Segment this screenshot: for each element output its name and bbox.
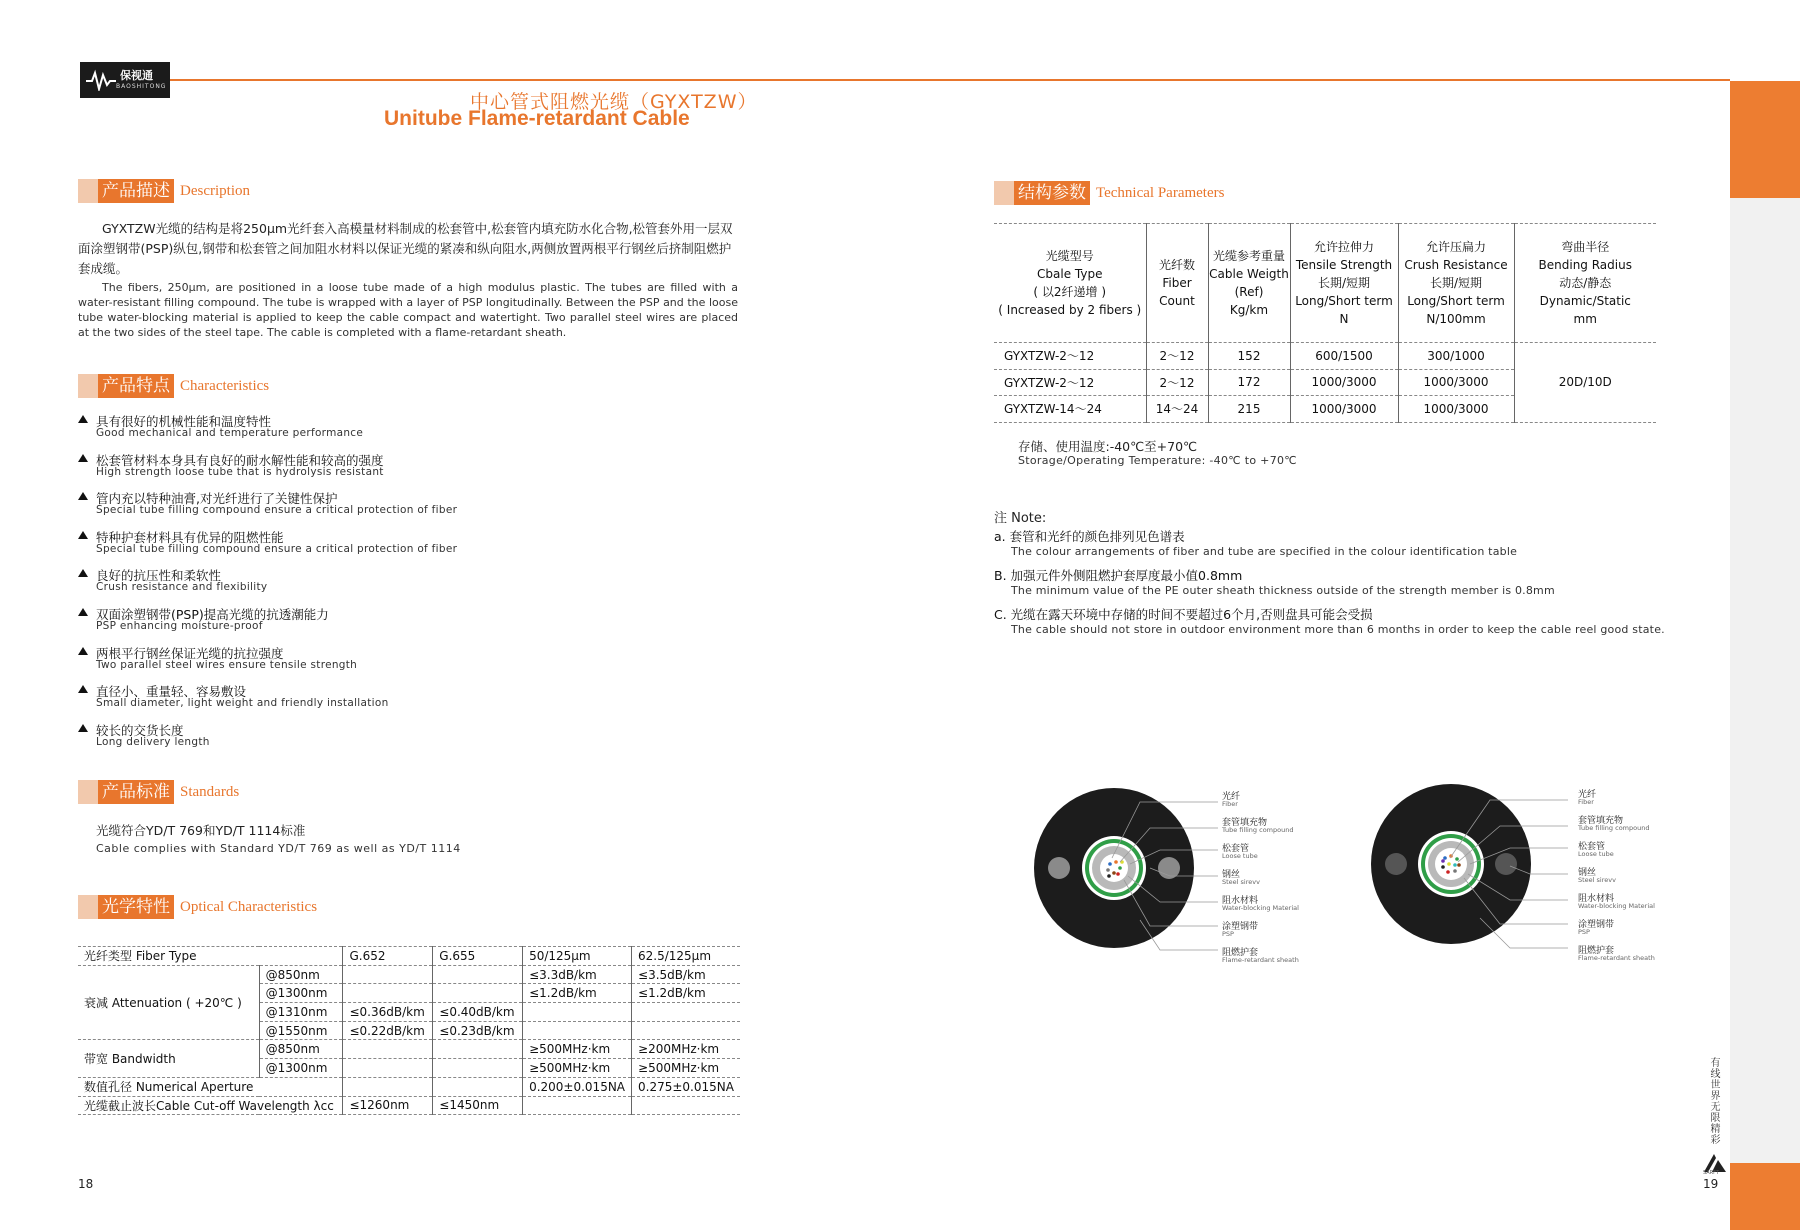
table-cell: ≤0.36dB/km	[343, 1003, 433, 1022]
leader-lines-1	[1100, 780, 1220, 970]
characteristic-en: Crush resistance and flexibility	[96, 581, 268, 594]
header-crush: 允许压扁力 Crush Resistance 长期/短期 Long/Short term N/100mm	[1398, 224, 1514, 343]
attenuation-label: 衰减 Attenuation ( +20℃ )	[78, 965, 259, 1040]
table-cell	[343, 1077, 433, 1096]
table-row	[994, 343, 1656, 370]
triangle-bullet-icon	[78, 724, 88, 732]
side-accent-bottom	[1730, 1163, 1800, 1230]
legend-label-en: Steel sirevv	[1578, 876, 1616, 884]
note-c-en: The cable should not store in outdoor environment more than 6 months in order to keep the cable reel good state.	[1011, 623, 1665, 636]
triangle-bullet-icon	[78, 454, 88, 462]
table-cell: @850nm	[259, 1040, 343, 1059]
side-accent-top	[1730, 81, 1800, 198]
characteristic-en: Two parallel steel wires ensure tensile strength	[96, 658, 358, 671]
table-cell: 2～12	[1146, 343, 1208, 370]
description-heading	[78, 179, 250, 203]
bending-value: 20D/10D	[1514, 343, 1656, 423]
note-b-cn: B. 加强元件外侧阻燃护套厚度最小值0.8mm	[994, 568, 1243, 583]
legend-label-cn: 钢丝	[1578, 868, 1597, 878]
legend-label-en: Fiber	[1222, 800, 1238, 808]
characteristic-en: Special tube filling compound ensure a critical protection of fiber	[96, 504, 458, 517]
table-cell: 300/1000	[1398, 343, 1514, 370]
table-cell: ≤1260nm	[343, 1096, 433, 1115]
table-cell	[343, 965, 433, 984]
table-cell: ≤0.22dB/km	[343, 1021, 433, 1040]
header-weight: 光缆参考重量 Cable Weigth (Ref) Kg/km	[1208, 224, 1290, 343]
table-cell: 50/125μm	[523, 947, 632, 966]
table-cell: 172	[1208, 369, 1290, 396]
table-header-row	[994, 224, 1656, 343]
table-cell: 152	[1208, 343, 1290, 370]
page-title-en: Unitube Flame-retardant Cable	[384, 107, 690, 130]
legend-label-en: Loose tube	[1578, 850, 1614, 858]
table-cell: @1310nm	[259, 1003, 343, 1022]
table-cell: ≥500MHz·km	[523, 1040, 632, 1059]
table-row	[78, 947, 740, 966]
standards-title-cn: 产品标准	[98, 780, 174, 804]
bandwidth-label: 带宽 Bandwidth	[78, 1040, 259, 1077]
table-row	[78, 1040, 740, 1059]
header-bending: 弯曲半径 Bending Radius 动态/静态 Dynamic/Static mm	[1514, 224, 1656, 343]
characteristic-cn: 具有很好的机械性能和温度特性	[96, 414, 272, 429]
table-cell: ≤1.2dB/km	[523, 984, 632, 1003]
waveform-icon	[86, 69, 116, 91]
table-cell	[632, 1021, 740, 1040]
table-cell	[433, 1077, 523, 1096]
characteristic-cn: 较长的交货长度	[96, 722, 184, 738]
legend-label-en: Flame-retardant sheath	[1222, 956, 1299, 964]
legend-label-cn: 阻水材料	[1222, 896, 1259, 906]
brand-small-text: SARFT	[1703, 1170, 1720, 1176]
logo-text: 保视通	[120, 69, 153, 83]
technical-table	[994, 223, 1656, 423]
table-row	[78, 1096, 740, 1115]
table-cell: ≥500MHz·km	[523, 1059, 632, 1078]
logo-subtext: BAOSHITONG	[116, 82, 167, 90]
page-number-left: 18	[78, 1177, 94, 1191]
table-cell	[343, 1059, 433, 1078]
table-cell: 0.275±0.015NA	[632, 1077, 740, 1096]
fiber-type-label: 光纤类型 Fiber Type	[78, 947, 343, 966]
header-rule	[168, 79, 1730, 81]
characteristic-cn: 直径小、重量轻、容易敷设	[96, 684, 247, 700]
table-cell: G.655	[433, 947, 523, 966]
triangle-bullet-icon	[78, 492, 88, 500]
side-accent-gray	[1730, 198, 1800, 1163]
table-row	[78, 1077, 740, 1096]
characteristic-cn: 良好的抗压性和柔软性	[96, 568, 222, 584]
table-cell	[523, 1021, 632, 1040]
legend-label-en: Tube filling compound	[1578, 824, 1650, 832]
table-cell	[523, 1096, 632, 1115]
legend-label-en: Tube filling compound	[1222, 826, 1294, 834]
table-cell	[433, 1059, 523, 1078]
legend-label-cn: 光纤	[1222, 792, 1241, 802]
optical-title-en: Optical Characteristics	[180, 898, 318, 915]
characteristic-en: Small diameter, light weight and friendly installation	[96, 697, 389, 710]
leader-lines-2	[1440, 778, 1570, 968]
table-cell: ≤0.40dB/km	[433, 1003, 523, 1022]
description-text-en: The fibers, 250μm, are positioned in a loose tube made of a high modulus plastic. The tubes are filled with a water-resistant filling compound. The tube is wrapped with a layer of PSP longitudinally. Between the PSP and the loose tube water-blocking material is applied to keep the cable compact and watertight. Two parallel steel wires are placed at the two sides of the steel tape. The cable is completed with a flame-retardant sheath.	[78, 281, 738, 339]
table-cell: ≥500MHz·km	[632, 1059, 740, 1078]
note-title: 注 Note:	[994, 511, 1047, 526]
table-cell: ≤3.5dB/km	[632, 965, 740, 984]
characteristic-cn: 双面涂塑钢带(PSP)提高光缆的抗透潮能力	[96, 607, 329, 622]
legend-label-en: Loose tube	[1222, 852, 1258, 860]
header-cable-type: 光缆型号 Cbale Type ( 以2纤递增 ) ( Increased by 2 fibers )	[994, 224, 1146, 343]
table-cell: 14～24	[1146, 396, 1208, 423]
legend-label-cn: 涂塑钢带	[1578, 920, 1615, 930]
characteristics-title-cn: 产品特点	[98, 374, 174, 398]
technical-heading	[994, 181, 1224, 205]
table-cell	[343, 1040, 433, 1059]
standards-text-cn: 光缆符合YD/T 769和YD/T 1114标准	[96, 823, 306, 838]
legend-label-cn: 涂塑钢带	[1222, 922, 1259, 932]
table-cell: ≤0.23dB/km	[433, 1021, 523, 1040]
standards-heading	[78, 780, 239, 804]
table-cell: @1550nm	[259, 1021, 343, 1040]
table-row	[78, 965, 740, 984]
page-title-cn: 中心管式阻燃光缆（GYXTZW）	[470, 91, 758, 113]
triangle-bullet-icon	[78, 608, 88, 616]
characteristic-cn: 管内充以特种油膏,对光纤进行了关键性保护	[96, 491, 338, 507]
temperature-cn: 存储、使用温度:-40℃至+70℃	[1018, 439, 1198, 454]
page-number-right: 19	[1703, 1177, 1719, 1191]
cutoff-label: 光缆截止波长Cable Cut-off Wavelength λcc	[78, 1096, 343, 1115]
legend-label-cn: 阻燃护套	[1578, 946, 1615, 956]
table-cell: 1000/3000	[1398, 369, 1514, 396]
side-slogan: 有线世界无限精彩	[1708, 1057, 1719, 1145]
characteristics-heading	[78, 374, 269, 398]
table-cell	[433, 965, 523, 984]
legend-label-en: Steel sirevv	[1222, 878, 1260, 886]
table-cell: @1300nm	[259, 1059, 343, 1078]
note-c-cn: C. 光缆在露天环境中存储的时间不要超过6个月,否则盘具可能会受损	[994, 607, 1373, 622]
characteristic-en: Long delivery length	[96, 735, 210, 748]
table-cell: GYXTZW-2～12	[994, 369, 1146, 396]
legend-label-cn: 套管填充物	[1578, 816, 1624, 826]
characteristics-title-en: Characteristics	[180, 377, 270, 394]
header-fiber-count: 光纤数 Fiber Count	[1146, 224, 1208, 343]
table-cell: 2～12	[1146, 369, 1208, 396]
legend-label-cn: 阻水材料	[1578, 894, 1615, 904]
table-cell	[632, 1003, 740, 1022]
legend-label-en: PSP	[1578, 928, 1590, 936]
triangle-bullet-icon	[78, 647, 88, 655]
technical-title-cn: 结构参数	[1014, 181, 1090, 205]
table-cell: GYXTZW-14～24	[994, 396, 1146, 423]
triangle-bullet-icon	[78, 569, 88, 577]
characteristic-en: High strength loose tube that is hydrolysis resistant	[96, 465, 384, 478]
table-cell: ≥200MHz·km	[632, 1040, 740, 1059]
legend-label-en: Flame-retardant sheath	[1578, 954, 1655, 962]
legend-label-cn: 钢丝	[1222, 870, 1241, 880]
characteristic-cn: 特种护套材料具有优异的阻燃性能	[96, 529, 284, 545]
standards-text-en: Cable complies with Standard YD/T 769 as well as YD/T 1114	[96, 842, 461, 855]
na-label: 数值孔径 Numerical Aperture	[78, 1077, 343, 1096]
table-cell	[433, 984, 523, 1003]
triangle-bullet-icon	[78, 531, 88, 539]
triangle-bullet-icon	[78, 415, 88, 423]
table-cell: 600/1500	[1290, 343, 1398, 370]
note-a-en: The colour arrangements of fiber and tube are specified in the colour identification table	[1011, 545, 1518, 558]
table-cell	[343, 984, 433, 1003]
table-cell: @1300nm	[259, 984, 343, 1003]
legend-label-cn: 光纤	[1578, 790, 1597, 800]
table-cell: GYXTZW-2～12	[994, 343, 1146, 370]
note-a-cn: a. 套管和光纤的颜色排列见色谱表	[994, 529, 1185, 544]
legend-label-cn: 套管填充物	[1222, 818, 1268, 828]
optical-title-cn: 光学特性	[98, 895, 174, 919]
triangle-bullet-icon	[78, 685, 88, 693]
description-title-en: Description	[180, 182, 250, 199]
temperature-en: Storage/Operating Temperature: -40℃ to +70℃	[1018, 454, 1297, 467]
brand-logo	[80, 62, 170, 98]
characteristic-en: Special tube filling compound ensure a critical protection of fiber	[96, 542, 458, 555]
legend-label-en: Fiber	[1578, 798, 1594, 806]
table-cell	[632, 1096, 740, 1115]
table-cell: ≤1.2dB/km	[632, 984, 740, 1003]
table-cell: 0.200±0.015NA	[523, 1077, 632, 1096]
technical-title-en: Technical Parameters	[1096, 184, 1225, 201]
characteristic-en: Good mechanical and temperature performance	[96, 427, 364, 439]
description-title-cn: 产品描述	[98, 179, 174, 203]
legend-label-en: PSP	[1222, 930, 1234, 938]
legend-label-en: Water-blocking Material	[1578, 902, 1655, 910]
table-cell: G.652	[343, 947, 433, 966]
optical-table	[78, 946, 740, 1115]
legend-label-cn: 阻燃护套	[1222, 948, 1259, 958]
characteristic-cn: 两根平行钢丝保证光缆的抗拉强度	[96, 645, 284, 661]
description-text-cn: GYXTZW光缆的结构是将250μm光纤套入高模量材料制成的松套管中,松套管内填充防水化合物,松管套外用一层双面涂塑钢带(PSP)纵包,钢带和松套管之间加阻水材料以保证光缆的紧凑和纵向阻水,两侧放置两根平行钢丝后挤制阻燃护套成缆。	[78, 221, 733, 276]
table-cell: ≤1450nm	[433, 1096, 523, 1115]
table-cell	[433, 1040, 523, 1059]
standards-title-en: Standards	[180, 783, 240, 800]
legend-label-cn: 松套管	[1578, 842, 1606, 852]
note-b-en: The minimum value of the PE outer sheath thickness outside of the strength member is 0.8mm	[1011, 584, 1555, 597]
table-cell: 1000/3000	[1290, 369, 1398, 396]
table-cell: 62.5/125μm	[632, 947, 740, 966]
optical-heading	[78, 895, 317, 919]
header-tensile: 允许拉伸力 Tensile Strength 长期/短期 Long/Short term N	[1290, 224, 1398, 343]
table-cell: 215	[1208, 396, 1290, 423]
table-cell: ≤3.3dB/km	[523, 965, 632, 984]
legend-label-cn: 松套管	[1222, 844, 1250, 854]
table-cell: 1000/3000	[1398, 396, 1514, 423]
characteristic-en: PSP enhancing moisture-proof	[96, 620, 263, 632]
table-cell	[523, 1003, 632, 1022]
table-cell: @850nm	[259, 965, 343, 984]
characteristic-cn: 松套管材料本身具有良好的耐水解性能和较高的强度	[96, 452, 384, 468]
legend-label-en: Water-blocking Material	[1222, 904, 1299, 912]
table-cell: 1000/3000	[1290, 396, 1398, 423]
